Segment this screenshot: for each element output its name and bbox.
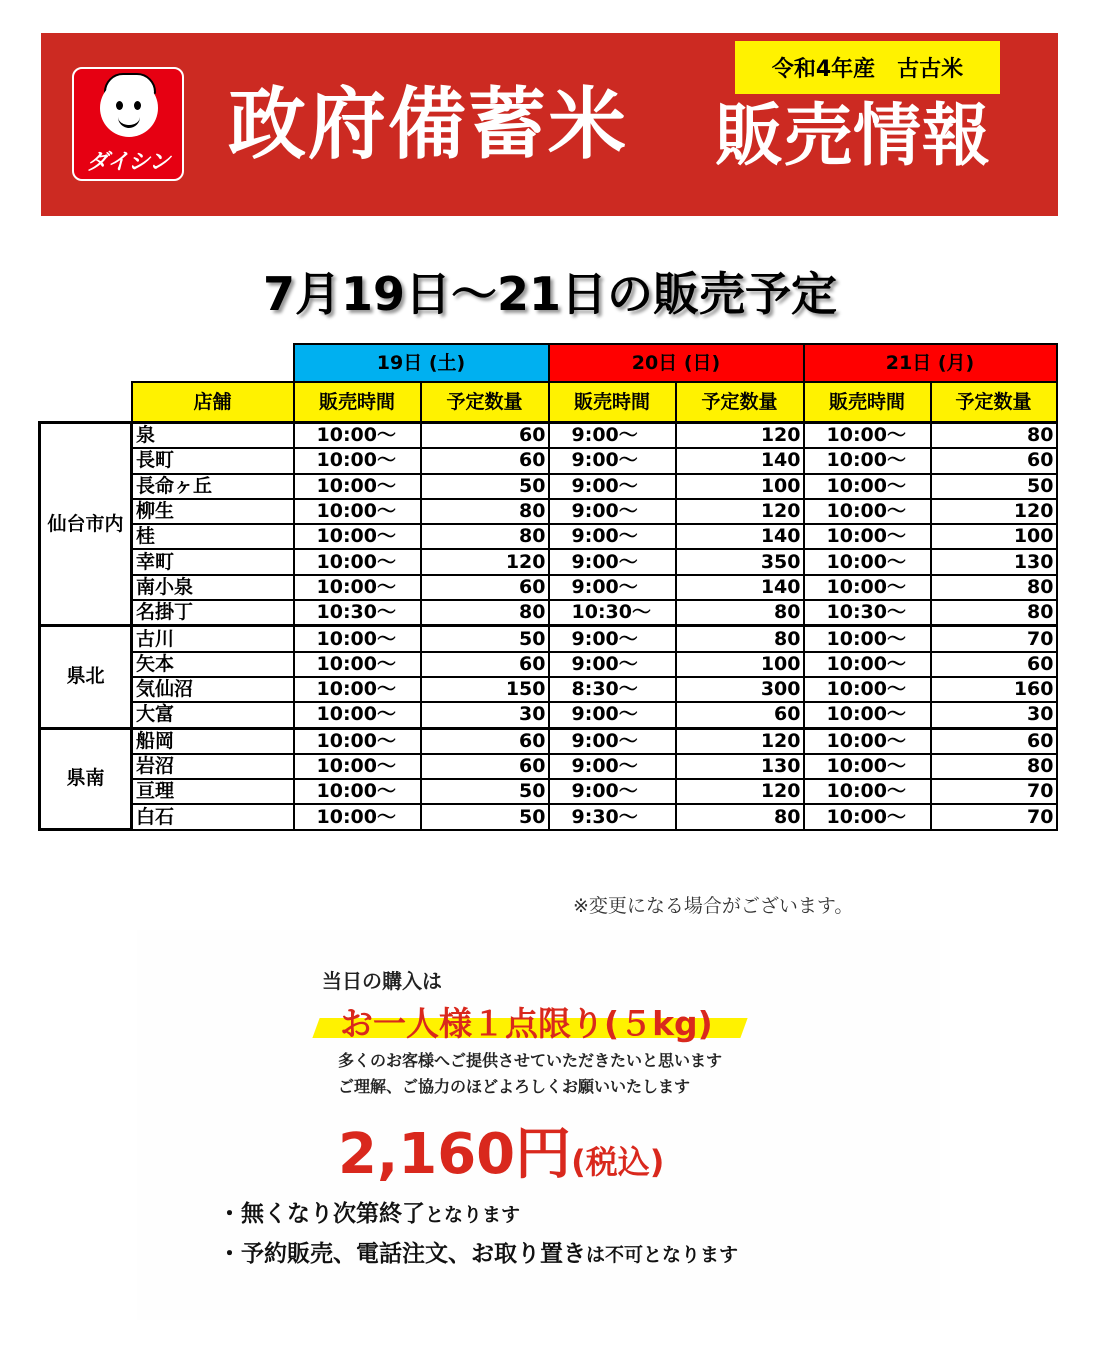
sale-time: 10:00～ xyxy=(294,499,421,524)
sale-time: 9:00～ xyxy=(549,499,676,524)
price-amount: 2,160円 xyxy=(338,1122,572,1187)
store-name: 幸町 xyxy=(132,549,294,574)
sale-time: 10:00～ xyxy=(294,652,421,677)
sale-time: 10:00～ xyxy=(804,728,931,754)
planned-qty: 60 xyxy=(931,728,1057,754)
planned-qty: 80 xyxy=(676,600,804,626)
sale-time: 10:00～ xyxy=(804,423,931,449)
sale-time: 10:00～ xyxy=(294,754,421,779)
planned-qty: 70 xyxy=(931,779,1057,804)
planned-qty: 50 xyxy=(421,779,549,804)
store-name: 桂 xyxy=(132,524,294,549)
table-row xyxy=(40,804,1057,829)
rice-year-badge: 令和4年産 古古米 xyxy=(735,41,1000,94)
table-row xyxy=(40,448,1057,473)
table-row xyxy=(40,474,1057,499)
sale-time: 10:00～ xyxy=(294,448,421,473)
sale-time: 10:00～ xyxy=(294,549,421,574)
planned-qty: 130 xyxy=(931,549,1057,574)
planned-qty: 350 xyxy=(676,549,804,574)
planned-qty: 80 xyxy=(421,524,549,549)
store-name: 岩沼 xyxy=(132,754,294,779)
sale-time: 9:00～ xyxy=(549,779,676,804)
bullet-no-reservation-strong: ・予約販売、電話注文、お取り置き xyxy=(218,1241,586,1267)
planned-qty: 50 xyxy=(421,626,549,652)
mascot-eye-icon xyxy=(134,101,141,110)
day-header: 19日 (土) xyxy=(294,344,549,382)
store-name: 名掛丁 xyxy=(132,600,294,626)
column-header-row xyxy=(40,382,1057,423)
store-name: 長町 xyxy=(132,448,294,473)
sale-time: 10:00～ xyxy=(294,524,421,549)
store-name: 矢本 xyxy=(132,652,294,677)
day-header: 21日 (月) xyxy=(804,344,1057,382)
planned-qty: 70 xyxy=(931,626,1057,652)
table-row xyxy=(40,677,1057,702)
sale-time: 10:00～ xyxy=(294,474,421,499)
table-row xyxy=(40,423,1057,449)
sale-time: 9:00～ xyxy=(549,575,676,600)
store-name: 白石 xyxy=(132,804,294,829)
sale-time: 10:00～ xyxy=(294,677,421,702)
region-cell: 県南 xyxy=(40,728,132,830)
planned-qty: 60 xyxy=(676,702,804,728)
purchase-note-1: 多くのお客様へご提供させていただきたいと思います xyxy=(338,1051,723,1070)
planned-qty: 70 xyxy=(931,804,1057,829)
planned-qty: 50 xyxy=(931,474,1057,499)
sale-time: 10:00～ xyxy=(804,524,931,549)
schedule-subtitle: 7月19日～21日の販売予定 xyxy=(262,267,838,321)
purchase-limit: お一人様１点限り(５kg) xyxy=(340,1004,713,1043)
sale-time: 10:00～ xyxy=(804,549,931,574)
sale-time: 9:00～ xyxy=(549,474,676,499)
purchase-note-2: ご理解、ご協力のほどよろしくお願いいたします xyxy=(338,1077,691,1096)
mascot-mouth-icon xyxy=(118,115,140,128)
region-cell: 仙台市内 xyxy=(40,423,132,626)
sale-time: 10:00～ xyxy=(294,423,421,449)
planned-qty: 60 xyxy=(421,754,549,779)
mascot-eye-icon xyxy=(116,101,123,110)
planned-qty: 120 xyxy=(676,728,804,754)
store-name: 船岡 xyxy=(132,728,294,754)
table-row xyxy=(40,575,1057,600)
planned-qty: 120 xyxy=(421,549,549,574)
store-name: 南小泉 xyxy=(132,575,294,600)
mascot-face-icon xyxy=(100,79,158,137)
sale-time: 9:30～ xyxy=(549,804,676,829)
store-name: 長命ヶ丘 xyxy=(132,474,294,499)
table-row xyxy=(40,728,1057,754)
planned-qty: 140 xyxy=(676,524,804,549)
region-cell: 県北 xyxy=(40,626,132,728)
sale-time: 10:00～ xyxy=(804,474,931,499)
sale-time: 9:00～ xyxy=(549,702,676,728)
planned-qty: 120 xyxy=(676,499,804,524)
sale-time: 10:00～ xyxy=(804,702,931,728)
bullet-sold-out xyxy=(218,1195,520,1228)
sale-time: 10:00～ xyxy=(804,804,931,829)
sale-time-header: 販売時間 xyxy=(549,382,676,423)
sale-time: 10:00～ xyxy=(804,575,931,600)
planned-qty: 50 xyxy=(421,474,549,499)
table-row xyxy=(40,652,1057,677)
bullet-sold-out-strong: ・無くなり次第終了 xyxy=(218,1201,425,1227)
planned-qty: 120 xyxy=(676,779,804,804)
planned-qty: 60 xyxy=(931,448,1057,473)
sale-time: 9:00～ xyxy=(549,448,676,473)
empty-cell xyxy=(40,344,294,382)
planned-qty: 60 xyxy=(421,575,549,600)
sale-time: 10:00～ xyxy=(804,779,931,804)
planned-qty: 100 xyxy=(931,524,1057,549)
logo-text: ダイシン xyxy=(86,150,170,175)
planned-qty: 80 xyxy=(421,499,549,524)
planned-qty: 120 xyxy=(676,423,804,449)
planned-qty: 80 xyxy=(421,600,549,626)
sale-time: 9:00～ xyxy=(549,652,676,677)
table-row xyxy=(40,600,1057,626)
store-name: 古川 xyxy=(132,626,294,652)
sale-time: 9:00～ xyxy=(549,423,676,449)
planned-qty: 140 xyxy=(676,575,804,600)
store-name: 亘理 xyxy=(132,779,294,804)
sale-time: 10:30～ xyxy=(294,600,421,626)
sale-time: 9:00～ xyxy=(549,626,676,652)
sale-time: 10:00～ xyxy=(804,499,931,524)
planned-qty: 80 xyxy=(676,626,804,652)
daishin-logo xyxy=(72,67,184,181)
planned-qty: 100 xyxy=(676,474,804,499)
store-name: 気仙沼 xyxy=(132,677,294,702)
sale-time: 9:00～ xyxy=(549,524,676,549)
bullet-no-reservation-rest: は不可となります xyxy=(586,1244,739,1266)
table-row xyxy=(40,549,1057,574)
sale-time: 10:00～ xyxy=(294,575,421,600)
planned-qty: 100 xyxy=(676,652,804,677)
sale-time-header: 販売時間 xyxy=(804,382,931,423)
planned-qty-header: 予定数量 xyxy=(931,382,1057,423)
planned-qty: 160 xyxy=(931,677,1057,702)
planned-qty: 60 xyxy=(931,652,1057,677)
planned-qty: 60 xyxy=(421,423,549,449)
store-name: 柳生 xyxy=(132,499,294,524)
purchase-limit-intro: 当日の購入は xyxy=(322,969,442,993)
empty-cell xyxy=(40,382,132,423)
sale-time: 10:00～ xyxy=(294,702,421,728)
sale-time: 9:00～ xyxy=(549,754,676,779)
price-tax-label: (税込) xyxy=(571,1143,665,1181)
sale-time: 10:00～ xyxy=(804,626,931,652)
bullet-no-reservation xyxy=(218,1235,738,1268)
sale-time: 10:00～ xyxy=(294,626,421,652)
planned-qty-header: 予定数量 xyxy=(676,382,804,423)
planned-qty: 50 xyxy=(421,804,549,829)
sale-time: 10:00～ xyxy=(294,728,421,754)
table-row xyxy=(40,754,1057,779)
planned-qty: 130 xyxy=(676,754,804,779)
sale-time: 10:00～ xyxy=(294,804,421,829)
table-row xyxy=(40,702,1057,728)
sale-time: 8:30～ xyxy=(549,677,676,702)
planned-qty: 80 xyxy=(931,423,1057,449)
page-title-sub: 販売情報 xyxy=(715,97,992,176)
planned-qty: 120 xyxy=(931,499,1057,524)
planned-qty: 30 xyxy=(421,702,549,728)
sale-time: 9:00～ xyxy=(549,728,676,754)
planned-qty: 60 xyxy=(421,448,549,473)
sale-time: 10:00～ xyxy=(804,754,931,779)
bullet-sold-out-rest: となります xyxy=(425,1204,521,1226)
planned-qty: 80 xyxy=(676,804,804,829)
store-header: 店舗 xyxy=(132,382,294,423)
planned-qty: 30 xyxy=(931,702,1057,728)
sale-time: 9:00～ xyxy=(549,549,676,574)
day-header-row xyxy=(40,344,1057,382)
page-title: 政府備蓄米 xyxy=(228,80,629,170)
sale-time: 10:00～ xyxy=(294,779,421,804)
sale-time: 10:30～ xyxy=(549,600,676,626)
planned-qty: 150 xyxy=(421,677,549,702)
change-notice: ※変更になる場合がございます。 xyxy=(573,895,854,917)
sale-time: 10:30～ xyxy=(804,600,931,626)
planned-qty: 60 xyxy=(421,728,549,754)
sale-time: 10:00～ xyxy=(804,448,931,473)
table-row xyxy=(40,524,1057,549)
planned-qty: 300 xyxy=(676,677,804,702)
sale-time: 10:00～ xyxy=(804,652,931,677)
table-row xyxy=(40,626,1057,652)
planned-qty: 60 xyxy=(421,652,549,677)
planned-qty: 140 xyxy=(676,448,804,473)
table-row xyxy=(40,499,1057,524)
price xyxy=(338,1110,664,1190)
day-header: 20日 (日) xyxy=(549,344,804,382)
planned-qty: 80 xyxy=(931,754,1057,779)
sale-time-header: 販売時間 xyxy=(294,382,421,423)
planned-qty-header: 予定数量 xyxy=(421,382,549,423)
sales-schedule-table xyxy=(38,343,1058,831)
table-row xyxy=(40,779,1057,804)
planned-qty: 80 xyxy=(931,600,1057,626)
store-name: 泉 xyxy=(132,423,294,449)
store-name: 大富 xyxy=(132,702,294,728)
sale-time: 10:00～ xyxy=(804,677,931,702)
planned-qty: 80 xyxy=(931,575,1057,600)
